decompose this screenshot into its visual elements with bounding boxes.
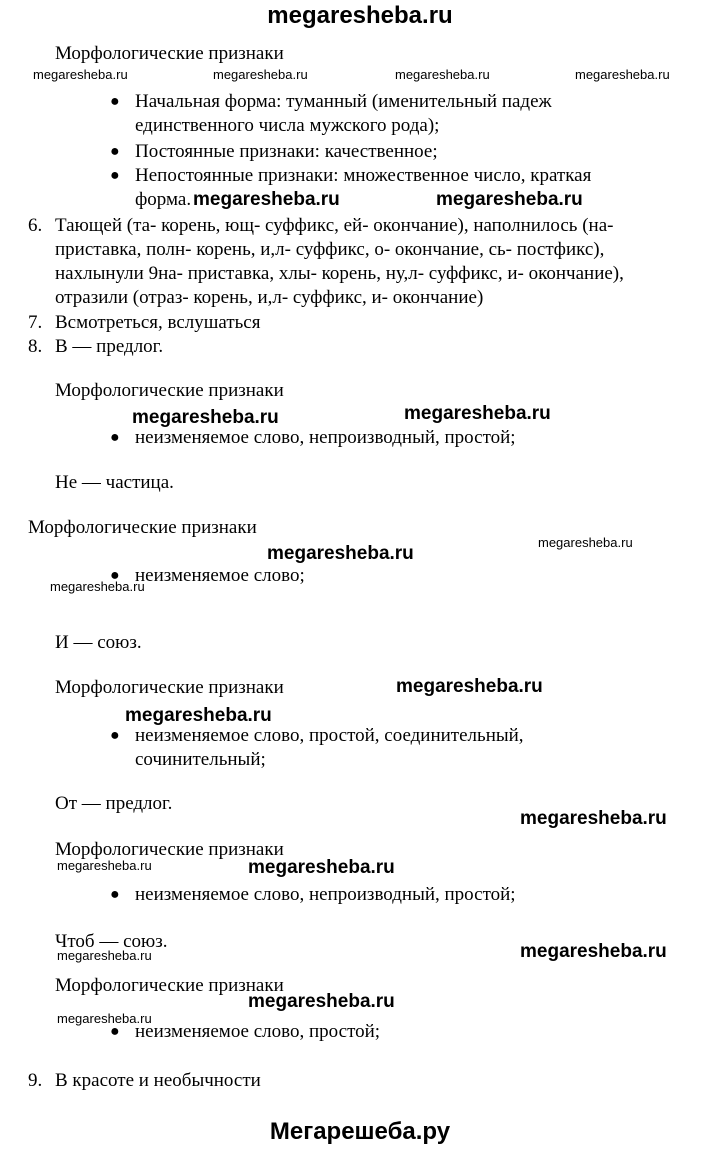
bullet-text: сочинительный; xyxy=(135,749,266,770)
watermark: megaresheba.ru xyxy=(193,189,340,210)
page-footer: Мегарешеба.ру xyxy=(269,1118,451,1145)
item-text: Всмотреться, вслушаться xyxy=(55,312,261,333)
item-title: Чтоб — союз. xyxy=(55,931,168,952)
bullet-icon: ● xyxy=(110,93,120,110)
watermark: megaresheba.ru xyxy=(248,991,395,1012)
bullet-icon: ● xyxy=(110,886,120,903)
page-header: megaresheba.ru xyxy=(267,2,453,29)
bullet-text: единственного числа мужского рода); xyxy=(135,115,440,136)
item-number: 7. xyxy=(28,312,43,333)
item-number: 8. xyxy=(28,336,43,357)
bullet-text: неизменяемое слово, непроизводный, простой; xyxy=(135,884,516,905)
item-title: От — предлог. xyxy=(55,793,173,814)
bullet-text: Начальная форма: туманный (именительный падеж xyxy=(135,91,552,112)
morph-heading: Морфологические признаки xyxy=(55,380,284,401)
watermark: megaresheba.ru xyxy=(57,948,152,963)
bullet-text: неизменяемое слово, простой, соединительный, xyxy=(135,725,524,746)
watermark: megaresheba.ru xyxy=(395,67,490,82)
bullet-text: неизменяемое слово, непроизводный, простой; xyxy=(135,427,516,448)
item-text: В красоте и необычности xyxy=(55,1070,261,1091)
watermark: megaresheba.ru xyxy=(57,858,152,873)
morph-heading: Морфологические признаки xyxy=(28,517,257,538)
watermark: megaresheba.ru xyxy=(520,941,667,962)
morph-heading: Морфологические признаки xyxy=(55,839,284,860)
bullet-text: неизменяемое слово, простой; xyxy=(135,1021,381,1042)
watermark: megaresheba.ru xyxy=(125,705,272,726)
watermark: megaresheba.ru xyxy=(248,857,395,878)
item-number: 9. xyxy=(28,1070,43,1091)
watermark: megaresheba.ru xyxy=(33,67,128,82)
morph-heading: Морфологические признаки xyxy=(55,43,284,64)
bullet-icon: ● xyxy=(110,167,120,184)
morph-heading: Морфологические признаки xyxy=(55,975,284,996)
bullet-icon: ● xyxy=(110,567,120,584)
bullet-text: Постоянные признаки: качественное; xyxy=(135,141,438,162)
item-text: приставка, полн- корень, и,л- суффикс, о- окончание, сь- постфикс), xyxy=(55,239,605,260)
watermark: megaresheba.ru xyxy=(436,189,583,210)
item-text: В — предлог. xyxy=(55,336,164,357)
item-number: 6. xyxy=(28,215,43,236)
bullet-text: Непостоянные признаки: множественное число, краткая xyxy=(135,165,592,186)
watermark: megaresheba.ru xyxy=(575,67,670,82)
bullet-icon: ● xyxy=(110,727,120,744)
item-text: отразили (отраз- корень, и,л- суффикс, и- окончание) xyxy=(55,287,484,308)
watermark: megaresheba.ru xyxy=(396,676,543,697)
morph-heading: Морфологические признаки xyxy=(55,677,284,698)
bullet-icon: ● xyxy=(110,1023,120,1040)
item-title: И — союз. xyxy=(55,632,142,653)
bullet-text: форма. xyxy=(135,189,192,210)
bullet-icon: ● xyxy=(110,143,120,160)
item-text: нахлынули 9на- приставка, хлы- корень, ну,л- суффикс, и- окончание), xyxy=(55,263,624,284)
watermark: megaresheba.ru xyxy=(132,407,279,428)
watermark: megaresheba.ru xyxy=(213,67,308,82)
item-text: Тающей (та- корень, ющ- суффикс, ей- окончание), наполнилось (на- xyxy=(55,215,614,236)
bullet-icon: ● xyxy=(110,429,120,446)
bullet-text: неизменяемое слово; xyxy=(135,565,305,586)
watermark: megaresheba.ru xyxy=(267,543,414,564)
item-title: Не — частица. xyxy=(55,472,174,493)
watermark: megaresheba.ru xyxy=(404,403,551,424)
watermark: megaresheba.ru xyxy=(538,535,633,550)
watermark: megaresheba.ru xyxy=(520,808,667,829)
watermark: megaresheba.ru xyxy=(57,1011,152,1026)
watermark: megaresheba.ru xyxy=(50,579,145,594)
